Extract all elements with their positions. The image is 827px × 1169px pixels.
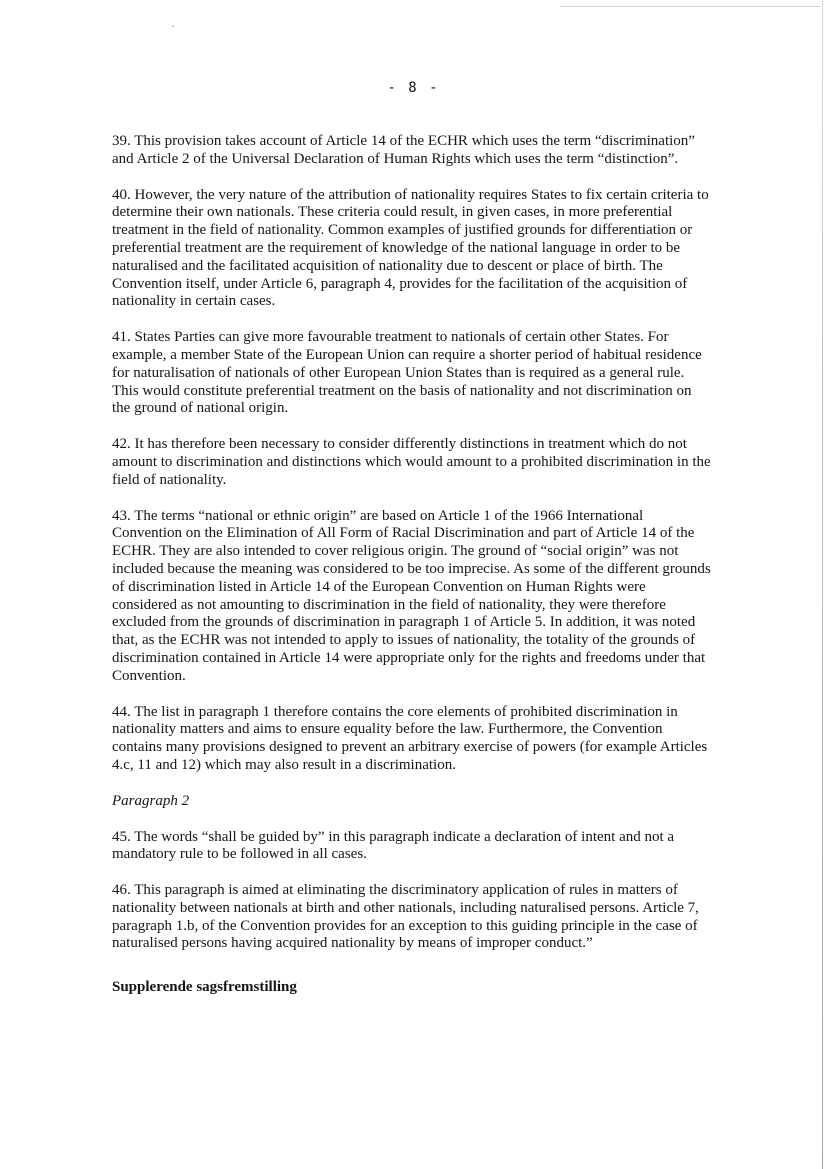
subheading-paragraph-2: Paragraph 2 <box>112 792 190 809</box>
paragraph-42: 42. It has therefore been necessary to consider differently distinctions in treatment which do not amount to discrimination and distinctions which would amount to a prohibited discrimination in the field of nationality. <box>112 436 711 488</box>
paragraph-39: 39. This provision takes account of Article 14 of the ECHR which uses the term “discrimination” and Article 2 of the Universal Declaration of Human Rights which uses the term “distinction”. <box>112 133 695 167</box>
scan-edge-right <box>822 0 823 1169</box>
page-number: - 8 - <box>387 80 440 96</box>
scan-edge-top <box>560 6 820 7</box>
section-heading: Supplerende sagsfremstilling <box>112 979 297 996</box>
paragraph-45: 45. The words “shall be guided by” in this paragraph indicate a declaration of intent and not a mandatory rule to be followed in all cases. <box>112 828 675 863</box>
paragraph-46: 46. This paragraph is aimed at eliminating the discriminatory application of rules in matters of nationality between nationals at birth and other nationals, including naturalised persons. Article 7, paragraph 1.b, of the Convention provides for an exception to this guiding principle in the case of naturalised persons having acquired nationality by means of improper conduct.” <box>112 882 699 952</box>
paragraph-40: 40. However, the very nature of the attribution of nationality requires States to fix certain criteria to determine their own nationals. These criteria could result, in given cases, in more preferential treatment in the field of nationality. Common examples of justified grounds for differentiation or preferential treatment are the requirement of knowledge of the national language in order to be naturalised and the facilitated acquisition of nationality due to descent or place of birth. The Convention itself, under Article 6, paragraph 4, provides for the facilitation of the acquisition of nationality in certain cases. <box>112 186 709 310</box>
document-body <box>112 133 712 997</box>
paragraph-43: 43. The terms “national or ethnic origin” are based on Article 1 of the 1966 International Convention on the Elimination of All Form of Racial Discrimination and part of Article 14 of the ECHR. They are also intended to cover religious origin. The ground of “social origin” was not included because the meaning was considered to be too imprecise. As some of the different grounds of discrimination listed in Article 14 of the European Convention on Human Rights were considered as not amounting to discrimination in the field of nationality, they were therefore excluded from the grounds of discrimination in paragraph 1 of Article 5. In addition, it was noted that, as the ECHR was not intended to apply to issues of nationality, the totality of the grounds of discrimination contained in Article 14 were appropriate only for the rights and freedoms under that Convention. <box>112 507 711 684</box>
paragraph-44: 44. The list in paragraph 1 therefore contains the core elements of prohibited discrimination in nationality matters and aims to ensure equality before the law. Furthermore, the Convention contains many provisions designed to prevent an arbitrary exercise of powers (for example Articles 4.c, 11 and 12) which may also result in a discrimination. <box>112 703 708 773</box>
scan-speck <box>172 25 174 27</box>
paragraph-41: 41. States Parties can give more favourable treatment to nationals of certain other States. For example, a member State of the European Union can require a shorter period of habitual residence for naturalisation of nationals of other European Union States than is required as a general rule. This would constitute preferential treatment on the basis of nationality and not discrimination on the ground of national origin. <box>112 329 702 417</box>
